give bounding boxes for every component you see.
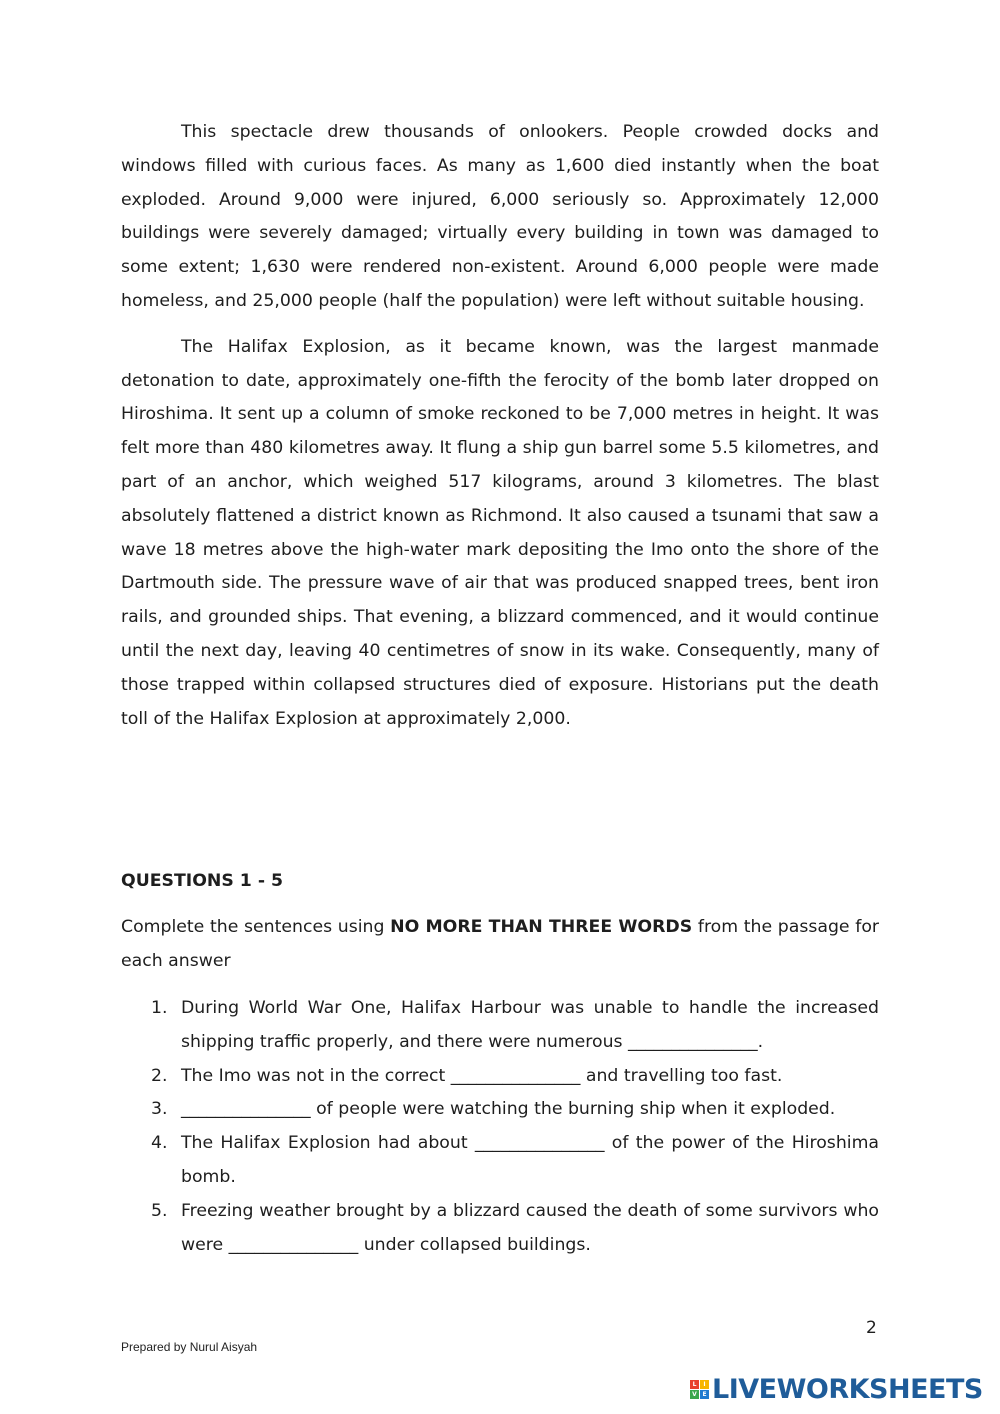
logo-letter-i: I: [700, 1380, 709, 1389]
question-text: The Halifax Explosion had about _______________ of the power of the Hiroshima bomb.: [181, 1133, 879, 1187]
question-text: During World War One, Halifax Harbour was unable to handle the increased shipping traffic properly, and there were numerous _______________.: [181, 998, 879, 1052]
questions-heading: QUESTIONS 1 - 5: [121, 871, 284, 891]
passage: [121, 116, 879, 736]
passage-paragraph-2: The Halifax Explosion, as it became known, was the largest manmade detonation to date, approximately one-fifth the ferocity of the bomb later dropped on Hiroshima. It sent up a column of smoke reckoned to be 7,000 metres in height. It was felt more than 480 kilometres away. It flung a ship gun barrel some 5.5 kilometres, and part of an anchor, which weighed 517 kilograms, around 3 kilometres. The blast absolutely flattened a district known as Richmond. It also caused a tsunami that saw a wave 18 metres above the high-water mark depositing the Imo onto the shore of the Dartmouth side. The pressure wave of air that was produced snapped trees, bent iron rails, and grounded ships. That evening, a blizzard commenced, and it would continue until the next day, leaving 40 centimetres of snow in its wake. Consequently, many of those trapped within collapsed structures died of exposure. Historians put the death toll of the Halifax Explosion at approximately 2,000.: [121, 336, 879, 729]
logo-letter-l: L: [690, 1380, 699, 1389]
instruction-text-end: from the passage for each answer: [121, 917, 879, 971]
question-item-4: [121, 1127, 879, 1195]
question-item-5: [121, 1195, 879, 1263]
passage-paragraph-1: This spectacle drew thousands of onlookers. People crowded docks and windows filled with curious faces. As many as 1,600 died instantly when the boat exploded. Around 9,000 were injured, 6,000 seriously so. Approximately 12,000 buildings were severely damaged; virtually every building in town was damaged to some extent; 1,630 were rendered non-existent. Around 6,000 people were made homeless, and 25,000 people (half the population) were left without suitable housing.: [121, 122, 879, 311]
question-number: 5.: [151, 1200, 168, 1221]
question-text: The Imo was not in the correct _______________ and travelling too fast.: [181, 1065, 783, 1086]
instruction-word-limit: NO MORE THAN THREE WORDS: [390, 917, 693, 937]
logo-letter-v: V: [690, 1390, 699, 1399]
liveworksheets-logo-icon: [690, 1380, 709, 1399]
page-number: 2: [866, 1318, 877, 1338]
questions-instruction: [121, 911, 879, 979]
question-item-3: [121, 1093, 879, 1127]
question-number: 3.: [151, 1099, 168, 1120]
question-number: 1.: [151, 998, 168, 1018]
question-number: 2.: [151, 1065, 168, 1086]
question-text: Freezing weather brought by a blizzard caused the death of some survivors who were _______________ under collapsed buildings.: [181, 1200, 879, 1255]
question-item-1: [121, 992, 879, 1060]
footer-credit: Prepared by Nurul Aisyah: [121, 1340, 258, 1354]
brand-name: LIVEWORKSHEETS: [712, 1374, 983, 1405]
question-text: _______________ of people were watching the burning ship when it exploded.: [181, 1099, 836, 1120]
question-number: 4.: [151, 1133, 168, 1154]
instruction-text-start: Complete the sentences using: [121, 917, 391, 937]
question-item-2: [121, 1060, 879, 1094]
liveworksheets-brand[interactable]: [690, 1374, 983, 1405]
question-list: [121, 992, 879, 1262]
logo-letter-e: E: [700, 1390, 709, 1399]
